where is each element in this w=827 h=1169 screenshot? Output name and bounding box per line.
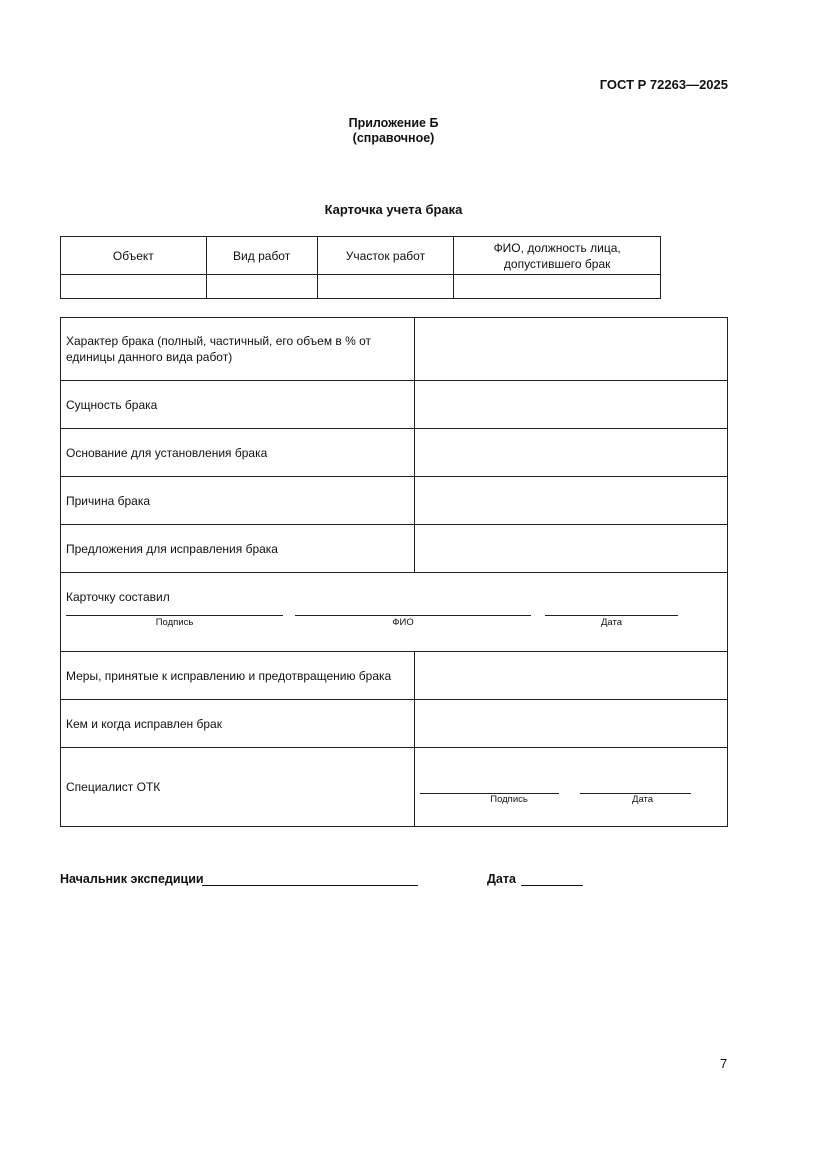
correction-proposals-label: Предложения для исправления брака <box>61 525 415 573</box>
work-type-value-cell[interactable] <box>206 275 317 299</box>
footer-date-line[interactable] <box>521 885 583 886</box>
compiler-signature-line[interactable] <box>66 615 283 616</box>
defect-basis-value-cell[interactable] <box>414 429 727 477</box>
expedition-chief-label: Начальник экспедиции <box>60 872 204 886</box>
header-info-table <box>60 236 661 299</box>
defect-details-table <box>60 317 728 827</box>
otk-specialist-label: Специалист ОТК <box>61 748 415 827</box>
defect-nature-label: Характер брака (полный, частичный, его объем в % от единицы данного вида работ) <box>61 318 415 381</box>
defect-essence-label: Сущность брака <box>61 381 415 429</box>
defect-nature-value-cell[interactable] <box>414 318 727 381</box>
compiler-signature-caption: Подпись <box>155 617 194 628</box>
page-number: 7 <box>720 1056 728 1071</box>
card-compiled-section <box>61 573 728 652</box>
appendix-title: Приложение Б <box>348 116 439 130</box>
defect-essence-value-cell[interactable] <box>414 381 727 429</box>
appendix-subtitle: (справочное) <box>352 131 435 145</box>
corrected-by-label: Кем и когда исправлен брак <box>61 700 415 748</box>
work-site-value-cell[interactable] <box>317 275 454 299</box>
otk-signature-cell <box>414 748 727 827</box>
defect-cause-value-cell[interactable] <box>414 477 727 525</box>
responsible-person-value-cell[interactable] <box>454 275 661 299</box>
column-header-responsible-person: ФИО, должность лица, допустившего брак <box>454 237 661 275</box>
card-compiled-label: Карточку составил <box>66 590 170 604</box>
defect-cause-label: Причина брака <box>61 477 415 525</box>
measures-taken-value-cell[interactable] <box>414 652 727 700</box>
compiler-name-caption: ФИО <box>392 617 414 628</box>
card-title: Карточка учета брака <box>324 202 463 217</box>
measures-taken-label: Меры, принятые к исправлению и предотвращению брака <box>61 652 415 700</box>
corrected-by-value-cell[interactable] <box>414 700 727 748</box>
compiler-name-line[interactable] <box>295 615 531 616</box>
correction-proposals-value-cell[interactable] <box>414 525 727 573</box>
compiler-date-line[interactable] <box>545 615 678 616</box>
defect-basis-label: Основание для установления брака <box>61 429 415 477</box>
appendix-heading <box>0 116 787 146</box>
footer-date-label: Дата <box>487 872 516 886</box>
column-header-work-site: Участок работ <box>317 237 454 275</box>
document-standard-number: ГОСТ Р 72263—2025 <box>599 77 728 92</box>
column-header-object: Объект <box>61 237 207 275</box>
otk-signature-caption: Подпись <box>490 794 528 805</box>
otk-date-caption: Дата <box>632 794 654 805</box>
column-header-work-type: Вид работ <box>206 237 317 275</box>
object-value-cell[interactable] <box>61 275 207 299</box>
compiler-date-caption: Дата <box>600 617 623 628</box>
expedition-chief-signature-line[interactable] <box>202 885 418 886</box>
